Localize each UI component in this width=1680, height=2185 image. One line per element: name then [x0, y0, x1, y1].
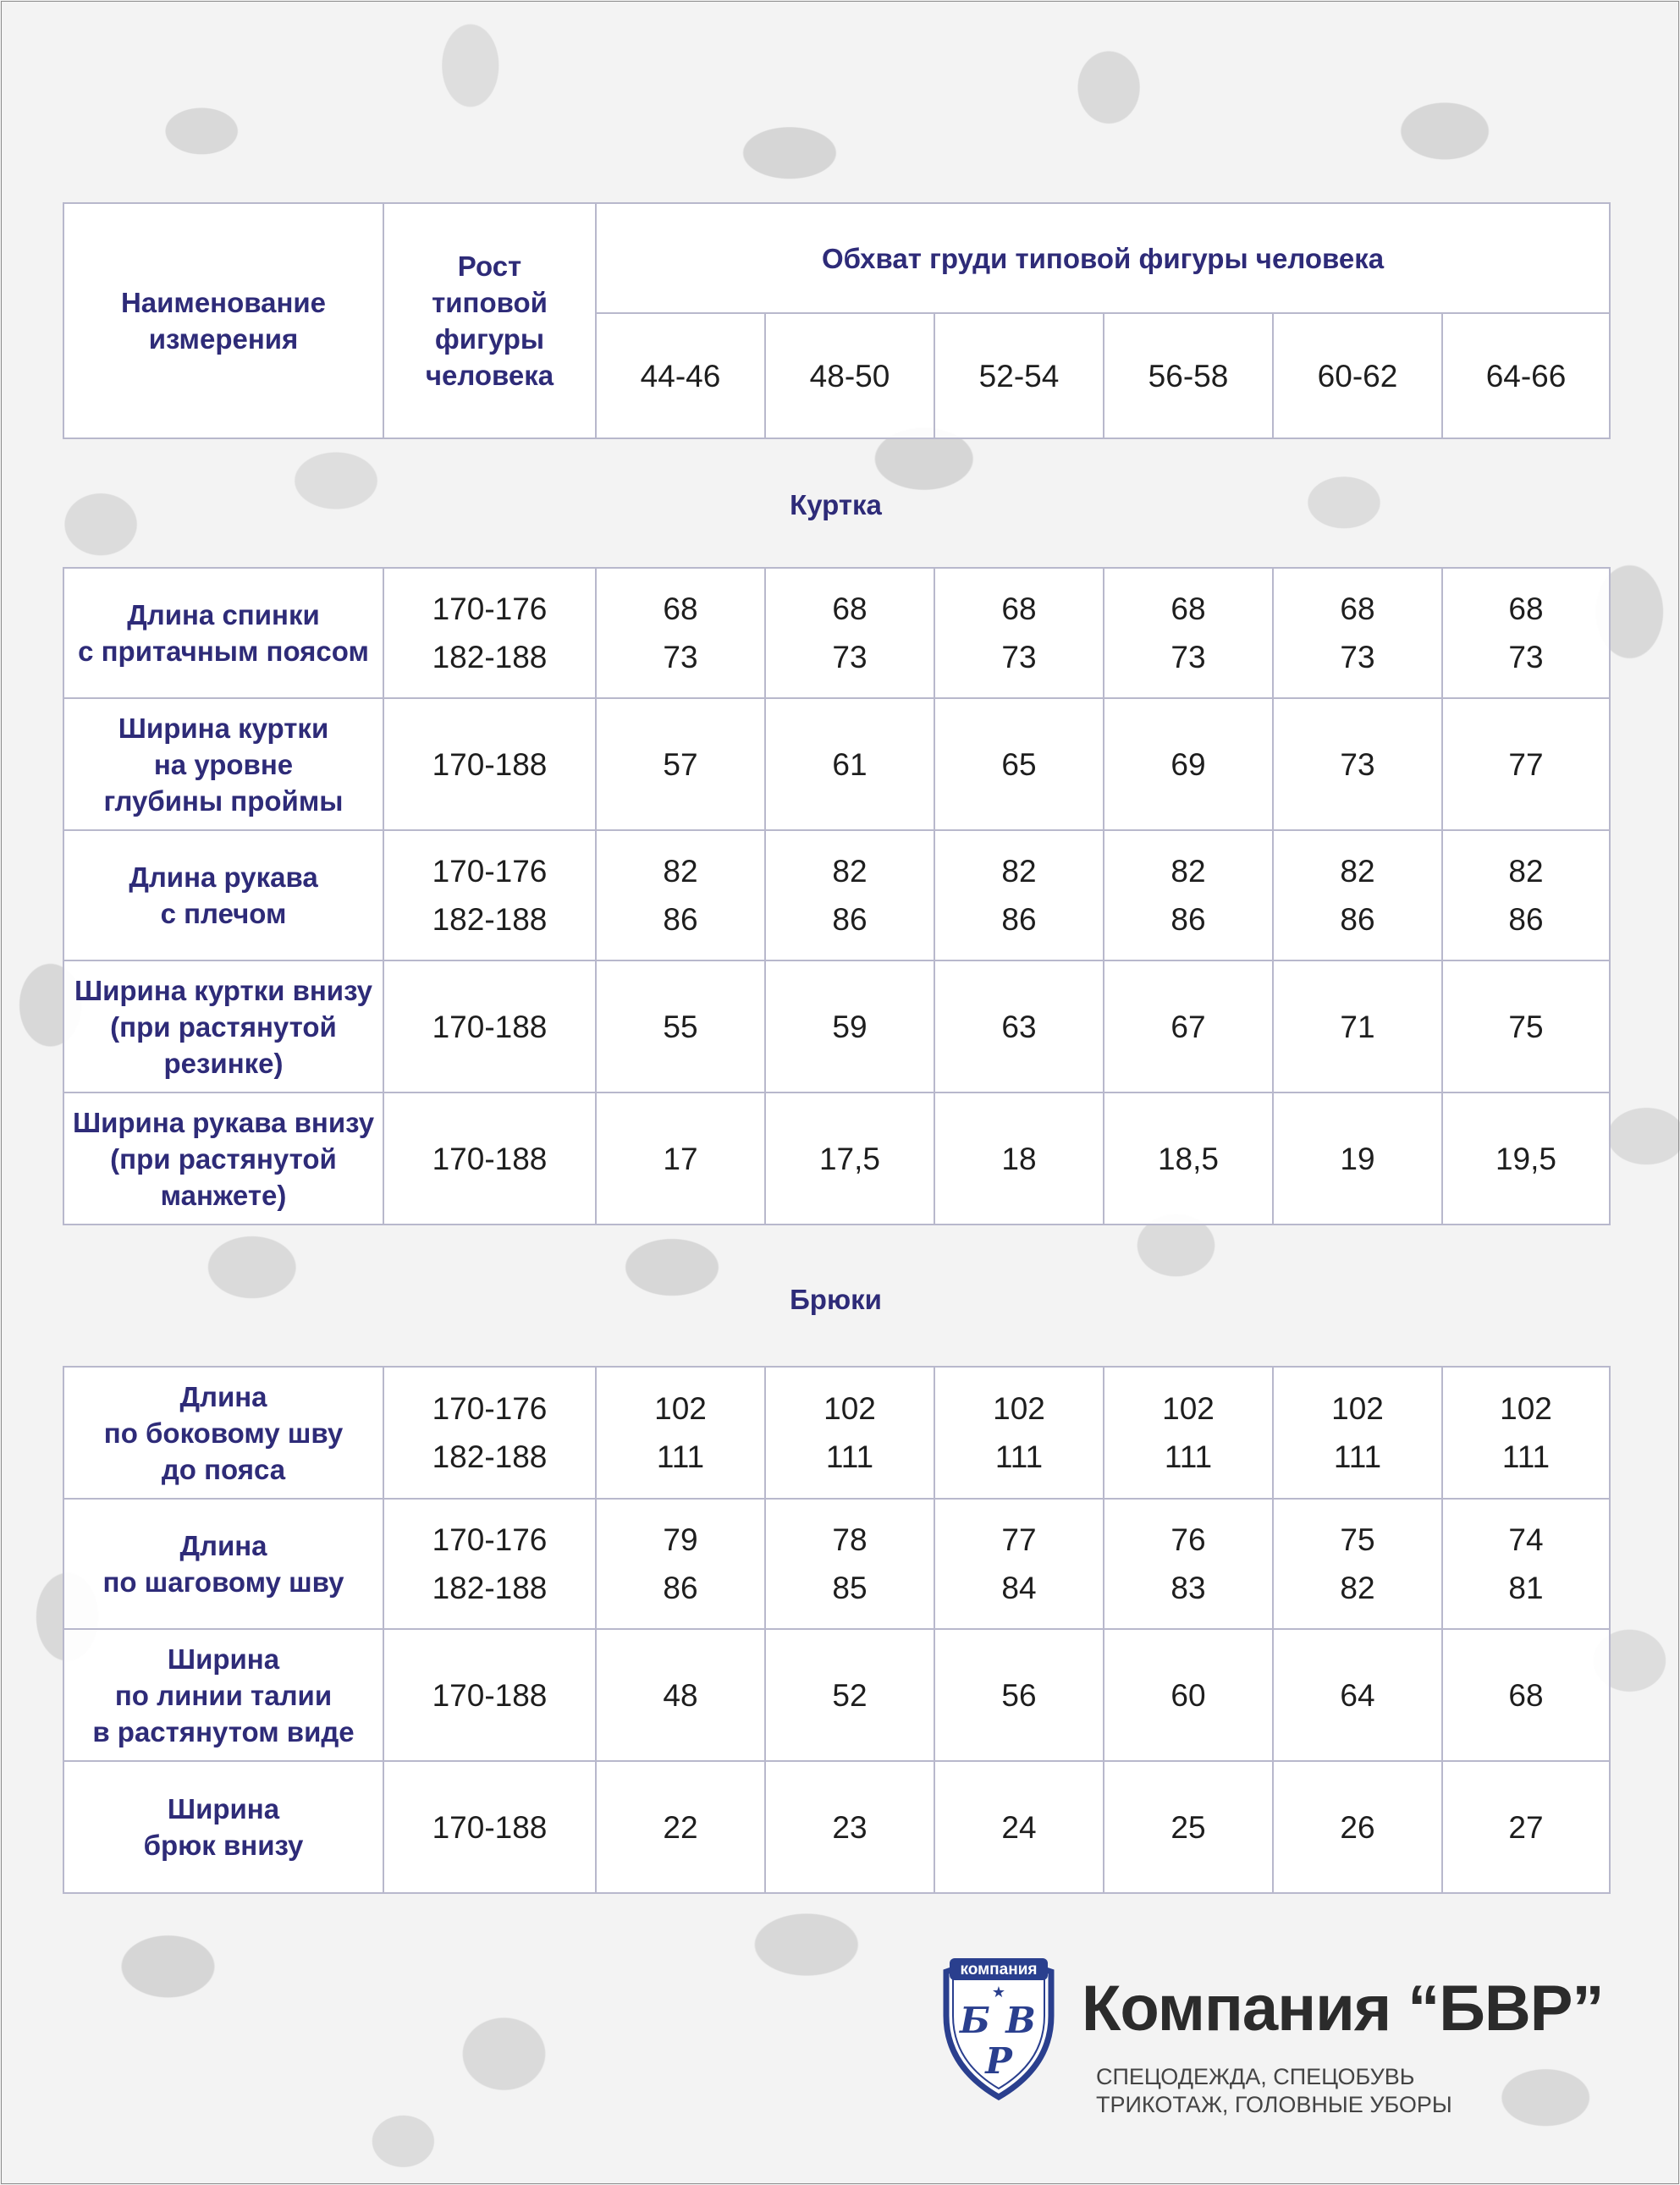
table-row: [63, 1367, 1610, 1499]
value-cell: 75 82: [1273, 1499, 1442, 1629]
measurement-label: Ширина куртки внизу (при растянутой резинке): [63, 960, 383, 1092]
value-cell: 26: [1273, 1761, 1442, 1893]
value-cell: 68 73: [934, 568, 1104, 698]
value-cell: 71: [1273, 960, 1442, 1092]
table-row: [63, 1499, 1610, 1629]
size-header-cell: 48-50: [765, 313, 934, 438]
value-cell: 19: [1273, 1092, 1442, 1225]
size-header-cell: 56-58: [1104, 313, 1273, 438]
value-cell: 27: [1442, 1761, 1610, 1893]
chest-girth-header: Обхват груди типовой фигуры человека: [596, 203, 1610, 313]
table-row: [63, 830, 1610, 960]
value-cell: 78 85: [765, 1499, 934, 1629]
pants-table: [63, 1366, 1611, 1894]
value-cell: 68 73: [596, 568, 765, 698]
measurement-label: Длина спинки с притачным поясом: [63, 568, 383, 698]
value-cell: 60: [1104, 1629, 1273, 1761]
height-cell: 170-188: [383, 1092, 596, 1225]
value-cell: 73: [1273, 698, 1442, 830]
height-cell: 170-176 182-188: [383, 1499, 596, 1629]
measurement-label: Ширина по линии талии в растянутом виде: [63, 1629, 383, 1761]
value-cell: 48: [596, 1629, 765, 1761]
height-cell: 170-188: [383, 698, 596, 830]
value-cell: 68 73: [765, 568, 934, 698]
measurement-label: Ширина брюк внизу: [63, 1761, 383, 1893]
height-header: Рост типовой фигуры человека: [383, 203, 596, 438]
header-table: [63, 202, 1611, 439]
company-name: Компания “БВР”: [1082, 1973, 1604, 2045]
logo-letter: Б: [960, 2000, 990, 2041]
table-row: [63, 960, 1610, 1092]
height-cell: 170-176 182-188: [383, 1367, 596, 1499]
value-cell: 18,5: [1104, 1092, 1273, 1225]
value-cell: 67: [1104, 960, 1273, 1092]
value-cell: 24: [934, 1761, 1104, 1893]
company-subtitle-line: ТРИКОТАЖ, ГОЛОВНЫЕ УБОРЫ: [1096, 2092, 1452, 2117]
value-cell: 82 86: [934, 830, 1104, 960]
table-row: [63, 1761, 1610, 1893]
size-header-cell: 64-66: [1442, 313, 1610, 438]
value-cell: 82 86: [1273, 830, 1442, 960]
shield-icon: [931, 1948, 1066, 2100]
value-cell: 22: [596, 1761, 765, 1893]
value-cell: 61: [765, 698, 934, 830]
size-header-cell: 44-46: [596, 313, 765, 438]
value-cell: 82 86: [1442, 830, 1610, 960]
value-cell: 64: [1273, 1629, 1442, 1761]
table-row: [63, 698, 1610, 830]
value-cell: 57: [596, 698, 765, 830]
table-row: [63, 1092, 1610, 1225]
company-logo: [931, 1948, 1066, 2100]
jacket-table: [63, 567, 1611, 1225]
value-cell: 65: [934, 698, 1104, 830]
logo-letter: Р: [985, 2040, 1012, 2082]
company-subtitle: [1096, 2063, 1519, 2119]
value-cell: 59: [765, 960, 934, 1092]
value-cell: 17: [596, 1092, 765, 1225]
value-cell: 63: [934, 960, 1104, 1092]
value-cell: 82 86: [596, 830, 765, 960]
value-cell: 75: [1442, 960, 1610, 1092]
value-cell: 102 111: [596, 1367, 765, 1499]
value-cell: 68 73: [1273, 568, 1442, 698]
measurement-label: Ширина куртки на уровне глубины проймы: [63, 698, 383, 830]
value-cell: 19,5: [1442, 1092, 1610, 1225]
height-cell: 170-188: [383, 1761, 596, 1893]
measurement-label: Ширина рукава внизу (при растянутой манжете): [63, 1092, 383, 1225]
value-cell: 23: [765, 1761, 934, 1893]
value-cell: 68 73: [1442, 568, 1610, 698]
height-cell: 170-188: [383, 1629, 596, 1761]
company-subtitle-line: СПЕЦОДЕЖДА, СПЕЦОБУВЬ: [1096, 2064, 1415, 2089]
table-row: [63, 1629, 1610, 1761]
value-cell: 102 111: [934, 1367, 1104, 1499]
value-cell: 74 81: [1442, 1499, 1610, 1629]
value-cell: 52: [765, 1629, 934, 1761]
logo-letter: В: [1005, 2000, 1036, 2041]
value-cell: 82 86: [1104, 830, 1273, 960]
pants-section-title: Брюки: [790, 1284, 882, 1315]
value-cell: 68 73: [1104, 568, 1273, 698]
measurement-label: Длина по шаговому шву: [63, 1499, 383, 1629]
value-cell: 77 84: [934, 1499, 1104, 1629]
value-cell: 77: [1442, 698, 1610, 830]
value-cell: 102 111: [1442, 1367, 1610, 1499]
height-cell: 170-176 182-188: [383, 830, 596, 960]
logo-caption: компания: [960, 1961, 1038, 1979]
value-cell: 56: [934, 1629, 1104, 1761]
value-cell: 68: [1442, 1629, 1610, 1761]
value-cell: 102 111: [1273, 1367, 1442, 1499]
value-cell: 76 83: [1104, 1499, 1273, 1629]
measurement-label: Длина по боковому шву до пояса: [63, 1367, 383, 1499]
height-cell: 170-176 182-188: [383, 568, 596, 698]
value-cell: 79 86: [596, 1499, 765, 1629]
table-row: [63, 568, 1610, 698]
value-cell: 17,5: [765, 1092, 934, 1225]
jacket-section-title: Куртка: [790, 489, 882, 520]
value-cell: 82 86: [765, 830, 934, 960]
value-cell: 25: [1104, 1761, 1273, 1893]
height-cell: 170-188: [383, 960, 596, 1092]
size-header-cell: 60-62: [1273, 313, 1442, 438]
value-cell: 55: [596, 960, 765, 1092]
star-icon: ★: [991, 1984, 1006, 2001]
value-cell: 102 111: [765, 1367, 934, 1499]
value-cell: 69: [1104, 698, 1273, 830]
measure-name-header: Наименование измерения: [63, 203, 383, 438]
value-cell: 18: [934, 1092, 1104, 1225]
value-cell: 102 111: [1104, 1367, 1273, 1499]
measurement-label: Длина рукава с плечом: [63, 830, 383, 960]
size-header-cell: 52-54: [934, 313, 1104, 438]
